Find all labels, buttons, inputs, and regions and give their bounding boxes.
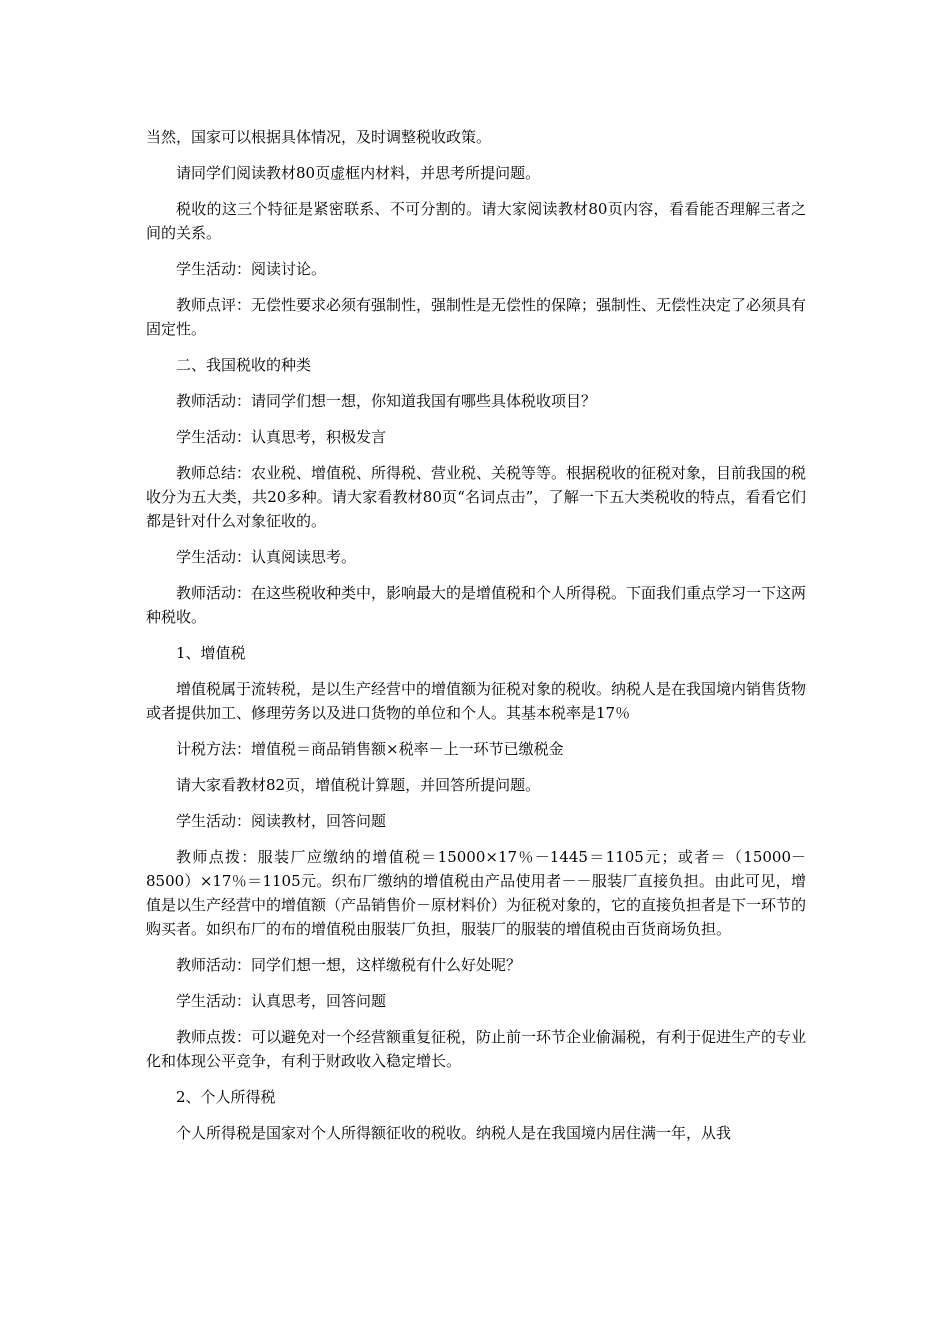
paragraph-5: 教师点评：无偿性要求必须有强制性，强制性是无偿性的保障；强制性、无偿性决定了必须具有固定性。 bbox=[146, 296, 807, 338]
document-page bbox=[146, 125, 806, 1157]
paragraph-19: 学生活动：认真思考，回答问题 bbox=[176, 992, 387, 1010]
paragraph-13: 增值税属于流转税，是以生产经营中的增值额为征税对象的税收。纳税人是在我国境内销售货物或者提供加工、修理劳务以及进口货物的单位和个人。其基本税率是17％ bbox=[146, 680, 807, 722]
paragraph-9: 教师总结：农业税、增值税、所得税、营业税、关税等等。根据税收的征税对象，目前我国的税收分为五大类，共20多种。请大家看教材80页“名词点击”，了解一下五大类税收的特点，看看它们都是针对什么对象征收的。 bbox=[146, 464, 807, 530]
section-heading-2: 二、我国税收的种类 bbox=[176, 356, 312, 374]
paragraph-20: 教师点拨：可以避免对一个经营额重复征税，防止前一环节企业偷漏税，有利于促进生产的专业化和体现公平竞争，有利于财政收入稳定增长。 bbox=[146, 1028, 807, 1070]
paragraph-16: 学生活动：阅读教材，回答问题 bbox=[176, 812, 387, 830]
paragraph-4: 学生活动：阅读讨论。 bbox=[176, 260, 327, 278]
paragraph-8: 学生活动：认真思考，积极发言 bbox=[176, 428, 387, 446]
paragraph-11: 教师活动：在这些税收种类中，影响最大的是增值税和个人所得税。下面我们重点学习一下这两种税收。 bbox=[146, 584, 807, 626]
paragraph-18: 教师活动：同学们想一想，这样缴税有什么好处呢？ bbox=[176, 956, 522, 974]
paragraph-2: 请同学们阅读教材80页虚框内材料，并思考所提问题。 bbox=[176, 164, 541, 182]
paragraph-22: 个人所得税是国家对个人所得额征收的税收。纳税人是在我国境内居住满一年，从我 bbox=[176, 1124, 732, 1142]
paragraph-3: 税收的这三个特征是紧密联系、不可分割的。请大家阅读教材80页内容，看看能否理解三者之间的关系。 bbox=[146, 200, 806, 242]
subheading-vat: 1、增值税 bbox=[176, 644, 246, 662]
subheading-income-tax: 2、个人所得税 bbox=[176, 1088, 276, 1106]
paragraph-14: 计税方法：增值税＝商品销售额×税率－上一环节已缴税金 bbox=[176, 740, 564, 758]
paragraph-15: 请大家看教材82页，增值税计算题，并回答所提问题。 bbox=[176, 776, 541, 794]
paragraph-10: 学生活动：认真阅读思考。 bbox=[176, 548, 357, 566]
paragraph-17: 教师点拨：服装厂应缴纳的增值税＝15000×17％－1445＝1105元；或者＝（15000－8500）×17％＝1105元。织布厂缴纳的增值税由产品使用者－－服装厂直接负担。由此可见，增值是以生产经营中的增值额（产品销售价－原材料价）为征税对象的，它的直接负担者是下一环节的购买者。如织布厂的布的增值税由服装厂负担，服装厂的服装的增值税由百货商场负担。 bbox=[146, 848, 807, 938]
paragraph-7: 教师活动：请同学们想一想，你知道我国有哪些具体税收项目？ bbox=[176, 392, 597, 410]
paragraph-1: 当然，国家可以根据具体情况，及时调整税收政策。 bbox=[146, 128, 492, 146]
